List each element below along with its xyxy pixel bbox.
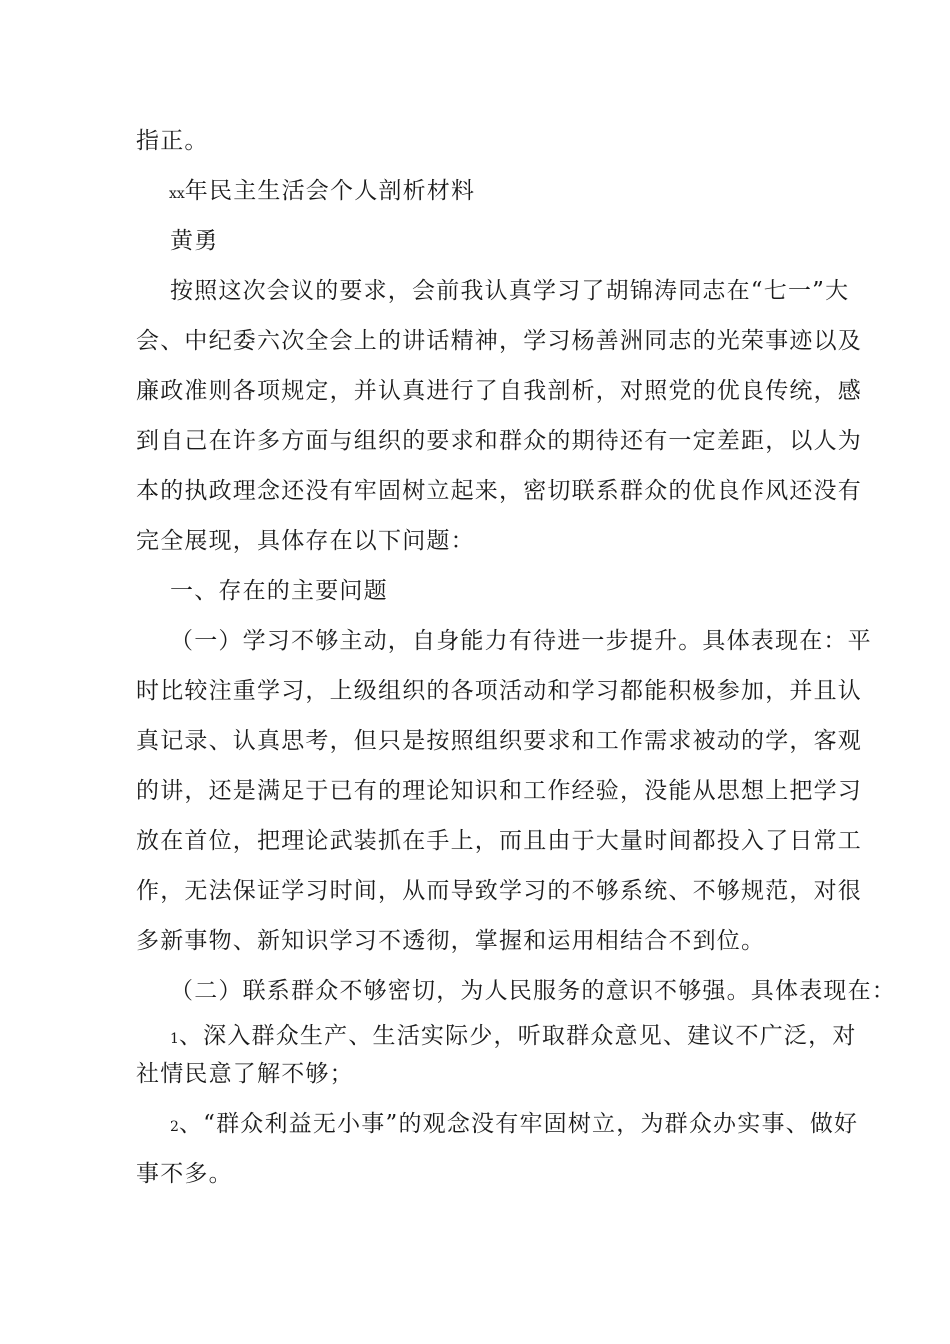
text-line-9: 完全展现，具体存在以下问题： — [136, 528, 475, 554]
title-text: 年民主生活会个人剖析材料 — [184, 178, 476, 204]
text-line-15: 放在首位，把理论武装抓在手上，而且由于大量时间都投入了日常工 — [136, 828, 862, 854]
document-title — [169, 177, 475, 208]
list-item-1-number: 1 — [170, 1031, 179, 1047]
list-item-1 — [170, 1022, 857, 1053]
title-prefix: xx — [169, 186, 185, 202]
list-item-1-text: 、深入群众生产、生活实际少，听取群众意见、建议不广泛，对 — [178, 1023, 857, 1049]
text-line-8: 本的执政理念还没有牢固树立起来，密切联系群众的优良作风还没有 — [136, 478, 862, 504]
section-heading: 一、存在的主要问题 — [170, 578, 388, 604]
text-line-16: 作，无法保证学习时间，从而导致学习的不够系统、不够规范，对很 — [136, 878, 862, 904]
text-line-13: 真记录、认真思考，但只是按照组织要求和工作需求被动的学，客观 — [136, 728, 862, 754]
text-line-18: （二）联系群众不够密切，为人民服务的意识不够强。具体表现在： — [170, 978, 896, 1004]
text-line-11: （一）学习不够主动，自身能力有待进一步提升。具体表现在：平 — [170, 628, 872, 654]
text-line-14: 的讲，还是满足于已有的理论知识和工作经验，没能从思想上把学习 — [136, 778, 862, 804]
text-line-22: 事不多。 — [136, 1161, 233, 1187]
text-line-12: 时比较注重学习，上级组织的各项活动和学习都能积极参加，并且认 — [136, 678, 862, 704]
list-item-2 — [170, 1110, 858, 1141]
text-line-20: 社情民意了解不够； — [136, 1061, 354, 1087]
text-line-1: 指正。 — [136, 128, 209, 154]
text-line-6: 廉政准则各项规定，并认真进行了自我剖析，对照党的优良传统，感 — [136, 378, 862, 404]
list-item-2-text: 、“群众利益无小事”的观念没有牢固树立，为群众办实事、做好 — [178, 1111, 859, 1137]
author-name: 黄勇 — [170, 228, 219, 254]
text-line-4: 按照这次会议的要求，会前我认真学习了胡锦涛同志在“七一”大 — [170, 278, 850, 304]
text-line-5: 会、中纪委六次全会上的讲话精神，学习杨善洲同志的光荣事迹以及 — [136, 328, 862, 354]
text-line-7: 到自己在许多方面与组织的要求和群众的期待还有一定差距，以人为 — [136, 428, 862, 454]
text-line-17: 多新事物、新知识学习不透彻，掌握和运用相结合不到位。 — [136, 928, 766, 954]
list-item-2-number: 2 — [170, 1119, 179, 1135]
